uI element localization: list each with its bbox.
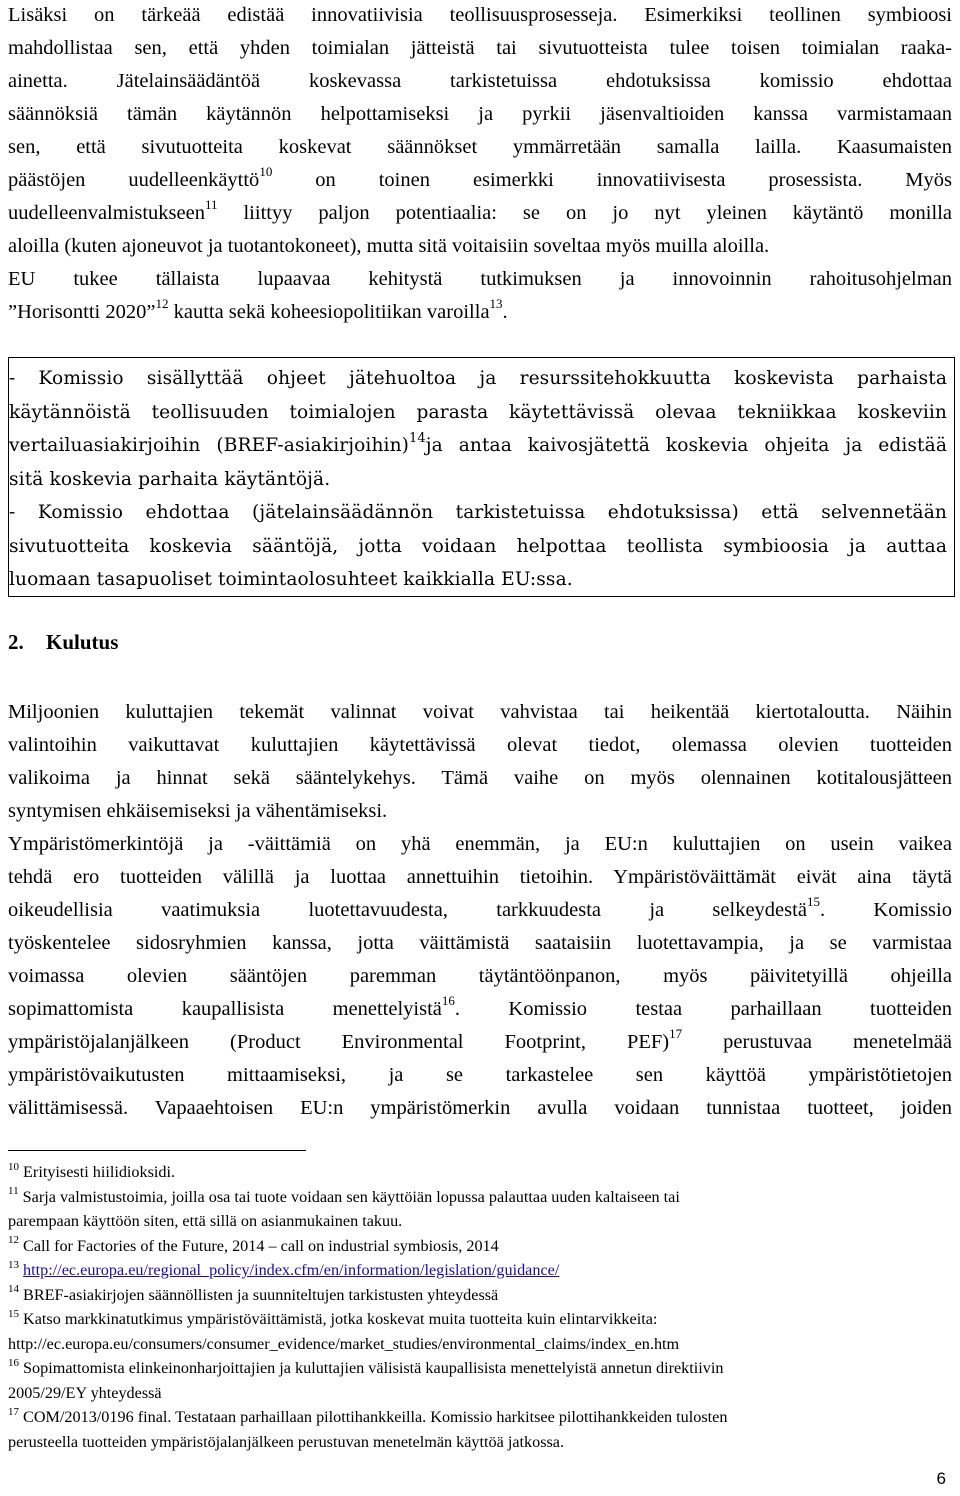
footnote-separator (8, 1150, 306, 1151)
footnote-16 (8, 1356, 948, 1405)
footnote-12 (8, 1234, 948, 1259)
text-line: sen, että sivutuotteita koskevat säännökset ymmärretään samalla lailla. Kaasumaisten (8, 136, 952, 158)
text-line (8, 296, 952, 329)
footnote-ref-13[interactable]: 13 (489, 296, 503, 312)
footnote-ref-17[interactable]: 17 (669, 1026, 683, 1042)
footnote-text: Sopimattomista elinkeinonharjoittajien ja kuluttajien välisistä kaupallisista menettelyistä annetun direktiivin (23, 1359, 724, 1377)
text-line: Lisäksi on tärkeää edistää innovatiivisia teollisuusprosesseja. Esimerkiksi teollinen symbioosi (8, 4, 952, 26)
text-line (9, 429, 947, 463)
text-line (8, 1026, 952, 1059)
footnote-ref-14[interactable]: 14 (409, 430, 426, 446)
footnote-13 (8, 1258, 948, 1283)
footnote-text: perusteella tuotteiden ympäristöjalanjälkeen perustuvan menetelmän käyttöä jatkossa. (8, 1432, 565, 1451)
text-line (8, 894, 952, 927)
section-heading (8, 630, 118, 655)
text-line: ympäristövaikutusten mittaamiseksi, ja se tarkastelee sen käyttöä ympäristötietojen (8, 1064, 952, 1086)
footnote-ref-16[interactable]: 16 (441, 993, 455, 1009)
text-line: välittämisessä. Vapaaehtoisen EU:n ympäristömerkin avulla voidaan tunnistaa tuotteet, joiden (8, 1097, 952, 1119)
text-span: . Komissio (819, 899, 952, 921)
footnote-number: 16 (8, 1356, 19, 1369)
footnote-text: parempaan käyttöön siten, että sillä on asianmukainen takuu. (8, 1212, 403, 1230)
text-line: syntymisen ehkäisemiseksi ja vähentämiseksi. (8, 800, 388, 822)
text-span: liittyy paljon potentiaalia: se on jo nyt yleinen käytäntö monilla (217, 202, 952, 224)
text-line: luomaan tasapuoliset toimintaolosuhteet kaikkialla EU:ssa. (9, 569, 573, 590)
text-line: tehdä ero tuotteiden välillä ja luottaa annettuihin tietoihin. Ympäristöväittämät eivät aina täytä (8, 866, 952, 888)
page-number: 6 (936, 1469, 946, 1488)
footnote-17 (8, 1405, 948, 1454)
actions-text (9, 362, 947, 597)
footnote-text: Call for Factories of the Future, 2014 – call on industrial symbiosis, 2014 (23, 1236, 499, 1255)
footnote-number: 13 (8, 1258, 19, 1271)
footnote-text: Erityisesti hiilidioksidi. (23, 1163, 176, 1181)
text-line: mahdollistaa sen, että yhden toimialan jätteistä tai sivutuotteista tulee toisen toimialan raaka- (8, 37, 952, 59)
footnote-url-text: http://ec.europa.eu/consumers/consumer_evidence/market_studies/environmental_claims/index_en.htm (8, 1334, 680, 1353)
text-span: vertailuasiakirjoihin (BREF-asiakirjoihin) (9, 435, 410, 456)
text-line: sitä koskevia parhaita käytäntöjä. (9, 468, 331, 490)
text-span: on toinen esimerkki innovatiivisesta prosessista. Myös (272, 169, 952, 191)
text-span: uudelleenvalmistukseen (8, 202, 205, 224)
footnote-text: Sarja valmistustoimia, joilla osa tai tuote voidaan sen käyttöiän lopussa palauttaa uuden kaltaiseen tai (22, 1187, 680, 1206)
footnote-number: 12 (8, 1234, 19, 1247)
text-line: aloilla (kuten ajoneuvot ja tuotantokoneet), mutta sitä voitaisiin soveltaa myös muilla aloilla. (8, 235, 770, 257)
footnote-number: 14 (8, 1283, 19, 1296)
footnote-ref-11[interactable]: 11 (204, 197, 218, 213)
kulutus-paragraph-1 (8, 696, 952, 828)
text-line: ainetta. Jätelainsäädäntöä koskevassa tarkistetuissa ehdotuksissa komissio ehdottaa (8, 70, 952, 92)
text-line: sivutuotteita koskevia sääntöjä, jotta voidaan helpottaa teollista symbioosia ja auttaa (9, 535, 947, 557)
footnote-number: 17 (8, 1405, 19, 1418)
footnote-text: Katso markkinatutkimus ympäristöväittämistä, jotka koskevat muita tuotteita kuin elintarvikkeita: (23, 1310, 658, 1328)
footnote-text: 2005/29/EY yhteydessä (8, 1383, 162, 1402)
text-span: ”Horisontti 2020” (8, 301, 156, 323)
section-title: Kulutus (46, 630, 119, 654)
text-line: - Komissio ehdottaa (jätelainsäädännön tarkistetuissa ehdotuksissa) että selvennetään (9, 502, 947, 523)
text-span: päästöjen uudelleenkäyttö (8, 169, 260, 191)
text-line (8, 993, 952, 1026)
text-span: ja antaa kaivosjätettä koskevia ohjeita ja edistää (425, 435, 948, 456)
text-span: perustuvaa menetelmää (682, 1031, 952, 1053)
text-line: käytännöistä teollisuuden toimialojen parasta käytettävissä olevaa tekniikkaa koskeviin (9, 401, 947, 423)
footnote-14 (8, 1283, 948, 1308)
kulutus-paragraph-2 (8, 828, 952, 1125)
regional-policy-link[interactable]: http://ec.europa.eu/regional_policy/index.cfm/en/information/legislation/guidance/ (23, 1261, 560, 1279)
footnotes (8, 1160, 948, 1454)
text-line (8, 164, 952, 197)
intro-paragraph (8, 0, 952, 329)
footnote-number: 10 (8, 1160, 19, 1173)
text-span: oikeudellisia vaatimuksia luotettavuudesta, tarkkuudesta ja selkeydestä (8, 899, 807, 921)
text-span: sopimattomista kaupallisista menettelyistä (8, 998, 442, 1020)
footnote-11 (8, 1185, 948, 1234)
footnote-text: COM/2013/0196 final. Testataan parhaillaan pilottihankkeilla. Komissio harkitsee pilottihankkeiden tulosten (23, 1408, 728, 1426)
text-line: Ympäristömerkintöjä ja -väittämiä on yhä enemmän, ja EU:n kuluttajien on usein vaikea (8, 833, 952, 855)
text-line: - Komissio sisällyttää ohjeet jätehuoltoa ja resurssitehokkuutta koskevista parhaista (9, 368, 947, 389)
text-line: työskentelee sidosryhmien kanssa, jotta väittämistä saataisiin luotettavampia, ja se varmistaa (8, 932, 952, 954)
text-line: Miljoonien kuluttajien tekemät valinnat voivat vahvistaa tai heikentää kiertotaloutta. Näihin (8, 701, 952, 723)
footnote-ref-12[interactable]: 12 (155, 296, 169, 312)
section-number: 2. (8, 630, 24, 654)
text-span: kautta sekä koheesiopolitiikan varoilla (168, 301, 490, 323)
footnote-ref-10[interactable]: 10 (259, 164, 273, 180)
text-span: . (502, 301, 508, 323)
text-line (8, 197, 952, 230)
footnote-number: 11 (8, 1185, 19, 1198)
text-line: säännöksiä tämän käytännön helpottamiseksi ja pyrkii jäsenvaltioiden kanssa varmistamaan (8, 103, 952, 125)
text-line: valintoihin vaikuttavat kuluttajien käytettävissä olevat tiedot, olemassa olevien tuotteiden (8, 734, 952, 756)
text-line: EU tukee tällaista lupaavaa kehitystä tutkimuksen ja innovoinnin rahoitusohjelman (8, 268, 952, 290)
footnote-text: BREF-asiakirjojen säännöllisten ja suunniteltujen tarkistusten yhteydessä (23, 1285, 499, 1304)
text-span: . Komissio testaa parhaillaan tuotteiden (454, 998, 952, 1020)
footnote-ref-15[interactable]: 15 (806, 894, 820, 910)
footnote-number: 15 (8, 1307, 19, 1320)
footnote-15 (8, 1307, 948, 1356)
text-line: voimassa olevien sääntöjen paremman täytäntöönpanon, myös päivitetyillä ohjeilla (8, 965, 952, 987)
text-span: ympäristöjalanjälkeen (Product Environmental Footprint, PEF) (8, 1031, 670, 1053)
text-line: valikoima ja hinnat sekä sääntelykehys. Tämä vaihe on myös olennainen kotitalousjätteen (8, 767, 952, 789)
footnote-10 (8, 1160, 948, 1185)
commission-actions-box (8, 357, 955, 597)
